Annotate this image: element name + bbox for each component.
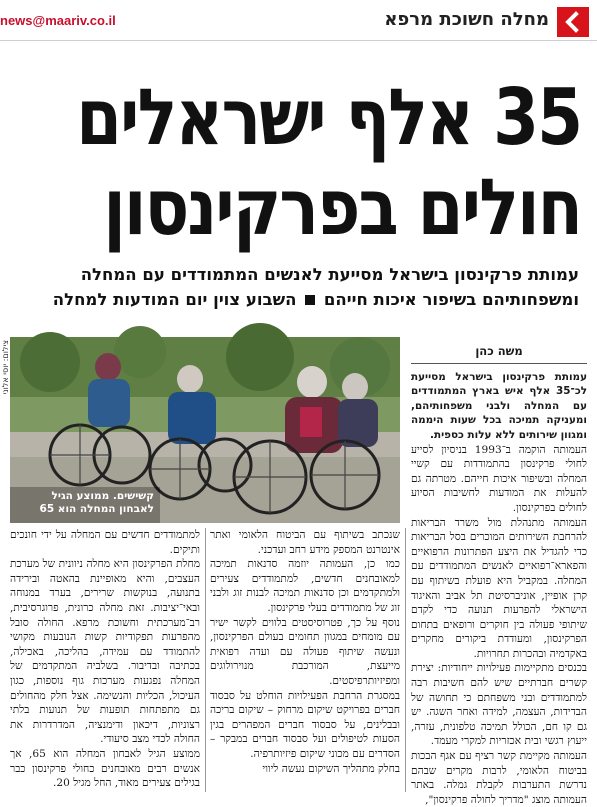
paragraph: ממוצע הגיל לאבחון המחלה הוא 65, אך אנשים רבים מאובחנים כחולי פרקינסון כבר בגילים צעירים מאוד, החל מגיל 20. bbox=[10, 747, 200, 790]
paragraph: מחלת הפרקינסון היא מחלה ניוונית של מערכת העצבים, והיא מאופיינת בהאטה ובירידה בתנועה, בנוקשות שרירים, בערד במנוחה ובאי־יציבות. זאת מחלה כרונית, פרוגרסיבית, רב־מערכתית וחשוכת מרפא. החולה סובל מהפרעות תפקודיות קשות הנובעות מקושי להתמודד עם עמידה, בהליכה, באכילה, בכתיבה ובדיבור. בשלביה המתקדמים של המחלה נפגעות מערכות גוף נוספות, כגון העיכול, הכליות והנשימה. אצל חלק מהחולים גם מתפתחות תופעות של תנועות בלתי רצוניות, דיכאון ודימנציה, המדרדרות את החולה לכדי מצב סיעודי. bbox=[10, 558, 200, 746]
article-column-middle bbox=[210, 528, 400, 792]
paragraph: שנכתב בשיתוף עם הביטוח הלאומי ואתר אינטרנט המספק מידע רחב ועדכני. bbox=[210, 529, 400, 556]
square-bullet-icon bbox=[305, 295, 315, 305]
section-title: מחלה חשוכת מרפא bbox=[384, 9, 549, 30]
paragraph: כמו כן, העמותה יוזמה סדנאות תמיכה למאובחנים חדשים, למתמודדים צעירים ולמתקדמים וכן סדנאות תמיכה לבנות זוג ולבני זוג של מתמודדים בעלי פרקינסון. bbox=[210, 558, 400, 614]
article-column-right bbox=[411, 344, 587, 806]
paragraph: העמותה מקיימת קשר רציף עם אגף הבכות בביטוח הלאומי, לרבות מקרים שבהם נדרשת התערבות לקבלת גמלה. באתר העמותה מוצג "מדריך לחולה פרקינסון", bbox=[411, 750, 587, 806]
column-divider bbox=[405, 528, 406, 792]
chevron-left-icon bbox=[557, 7, 589, 37]
headline-line-1: 35 אלף ישראלים bbox=[76, 72, 581, 163]
headline-line-2: חולים בפרקינסון bbox=[103, 162, 581, 253]
article-column-left bbox=[10, 528, 200, 792]
section-arrow-button[interactable] bbox=[557, 7, 589, 37]
subheadline-part-1: עמותת פרקינסון בישראל מסייעת לאנשים המתמודדים עם המחלה ומשפחותיהם בשיפור איכות חייהם bbox=[80, 265, 579, 309]
paragraph: בחלק מתהליך השיקום נעשה ליווי bbox=[262, 762, 400, 775]
column-divider bbox=[205, 528, 206, 792]
photo-credit: צילום: יוסי אלוני bbox=[1, 340, 10, 395]
paragraph: בכנסים מתקיימות פעילויות ייחודיות: יצירת קשרים חברתיים שיש להם חשיבות רבה למתמודדים ובני משפחתם כי תחושה של הבדידות, העצמה, למידה ואחר השגה. יש גם קו חם, הכולל תמיכה טלפונית, עזרה, ייעוץ רגשי ובית אכזריות למקרי מעמד. bbox=[411, 662, 587, 748]
byline: משה כהן bbox=[411, 344, 587, 364]
top-bar bbox=[0, 0, 597, 42]
paragraph: העמותה מתנהלת מול משרד הבריאות להרחבת השירותים המוכרים בסל הבריאות כדי להגדיל את היצע הפתרונות הרפואיים והפארא־רפואיים לאנשים המתמודדים עם המחלה. במקביל היא פועלת בשיתוף עם קרן אופיין, אוניברסיטת תל אביב והאיגוד הישראלי להפרעות תנועה כדי לקדם שיתופי פעולה בין חוקרים ורופאים בתחום הפרקינסון, ומעודדת ביקורים מחקרים באקדמיה ובהכרות תחרויות. bbox=[411, 516, 587, 660]
paragraph: נוסף על כך, פטרוסיסטים בלווים לקשר ישיר עם מומחים במגוון תחומים בעולם הפרקינסון, ונעשה שיתוף פעולה עם ועדה רפואית מייעצת, המורכבת מנוירולוגים ומפיזיותרפיסטים. bbox=[210, 616, 400, 687]
top-rule bbox=[0, 40, 597, 41]
paragraph: למתמודדים חדשים עם המחלה על ידי חונכים ותיקים. bbox=[10, 529, 200, 556]
paragraph: במסגרת הרחבת הפעילויות הוחלט על סבסוד חברים בפרויקט שיקום מרחוק – שיקום בריכה ובבלינים, על סבסוד חברים המפהרים בגין הסעות לטיפולים ועל סבסוד חברים במבקר – הסדרים עם מכוני שיקום פיזיותרפיה. bbox=[210, 689, 400, 760]
subheadline-part-2: השבוע צוין יום המודעות למחלה bbox=[52, 290, 297, 309]
paragraph: העמותה הוקמה ב־1993 בניסיון לסייע לחולי פרקינסון בהתמודדות עם קשיי המחלה ובשיפור איכות חייהם. מטרתה גם להעלות את המודעות לחשיבות הסיוע לחולים בפרקינסון. bbox=[411, 443, 587, 514]
contact-email[interactable]: news@maariv.co.il bbox=[0, 13, 116, 28]
photo-caption: קשישים. ממוצע הגיל לאבחון המחלה הוא 65 bbox=[39, 490, 154, 515]
article-lead: עמותת פרקינסון בישראל מסייעת לכ־35 אלף איש בארץ המתמודדים עם המחלה ולבני משפחותיהם, ומעניקה תמיכה בכל שעות היממה ומגוון שירותים ללא עלות כספית. bbox=[411, 370, 587, 441]
subheadline bbox=[9, 262, 579, 312]
